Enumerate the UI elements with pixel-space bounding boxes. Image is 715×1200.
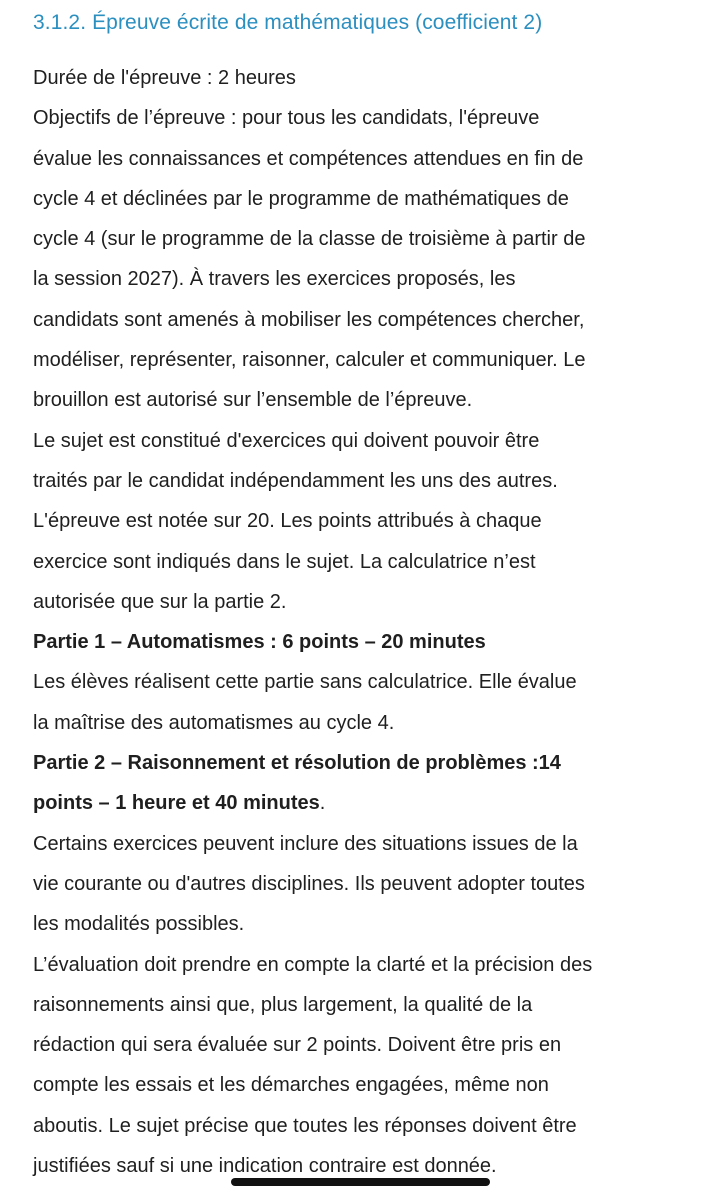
home-indicator-bar[interactable]: [231, 1178, 490, 1186]
duration-line: Durée de l'épreuve : 2 heures: [33, 67, 296, 89]
structure-paragraph: [33, 421, 703, 502]
evaluation-line: rédaction qui sera évaluée sur 2 points. Doivent être pris en: [33, 1034, 562, 1057]
grading-line: L'épreuve est notée sur 20. Les points attribués à chaque: [33, 510, 542, 533]
objectives-line: candidats sont amenés à mobiliser les compétences chercher,: [33, 308, 585, 331]
objectives-line: brouillon est autorisé sur l’ensemble de l’épreuve.: [33, 389, 473, 412]
objectives-line: cycle 4 (sur le programme de la classe de troisième à partir de: [33, 228, 586, 251]
objectives-line: cycle 4 et déclinées par le programme de mathématiques de: [33, 187, 569, 210]
partie2-heading-line1: Partie 2 – Raisonnement et résolution de problèmes :14: [33, 752, 561, 775]
partie2-line: les modalités possibles.: [33, 913, 245, 936]
evaluation-line: aboutis. Le sujet précise que toutes les réponses doivent être: [33, 1114, 577, 1137]
evaluation-line: L’évaluation doit prendre en compte la clarté et la précision des: [33, 953, 593, 976]
partie1-heading: Partie 1 – Automatismes : 6 points – 20 minutes: [33, 631, 486, 654]
partie2-line: Certains exercices peuvent inclure des situations issues de la: [33, 832, 578, 855]
grading-line: exercice sont indiqués dans le sujet. La calculatrice n’est: [33, 550, 536, 573]
partie1-line: Les élèves réalisent cette partie sans calculatrice. Elle évalue: [33, 671, 577, 694]
grading-paragraph: [33, 501, 703, 622]
partie2-line: vie courante ou d'autres disciplines. Ils peuvent adopter toutes: [33, 872, 585, 895]
evaluation-line: justifiées sauf si une indication contraire est donnée.: [33, 1155, 497, 1178]
partie1-section: [33, 622, 703, 743]
partie2-heading-suffix: .: [319, 792, 326, 815]
partie2-heading-line2: points – 1 heure et 40 minutes: [33, 792, 320, 815]
objectives-line: modéliser, représenter, raisonner, calculer et communiquer. Le: [33, 349, 586, 372]
partie1-line: la maîtrise des automatismes au cycle 4.: [33, 711, 395, 734]
objectives-line: Objectifs de l’épreuve : pour tous les candidats, l'épreuve: [33, 107, 540, 130]
evaluation-line: raisonnements ainsi que, plus largement, la qualité de la: [33, 993, 533, 1016]
objectives-line: la session 2027). À travers les exercices proposés, les: [33, 268, 516, 291]
duration-paragraph: [33, 58, 703, 98]
evaluation-line: compte les essais et les démarches engagées, même non: [33, 1074, 549, 1097]
evaluation-paragraph: [33, 945, 703, 1187]
objectives-line: évalue les connaissances et compétences attendues en fin de: [33, 147, 584, 170]
structure-line: Le sujet est constitué d'exercices qui doivent pouvoir être: [33, 429, 540, 452]
document-body: [33, 0, 703, 1186]
partie2-section: [33, 743, 703, 944]
objectives-paragraph: [33, 98, 703, 420]
partie2-heading-line2-wrap: [33, 783, 703, 823]
grading-line: autorisée que sur la partie 2.: [33, 590, 287, 613]
structure-line: traités par le candidat indépendamment les uns des autres.: [33, 469, 558, 492]
section-title: 3.1.2. Épreuve écrite de mathématiques (coefficient 2): [33, 11, 543, 34]
